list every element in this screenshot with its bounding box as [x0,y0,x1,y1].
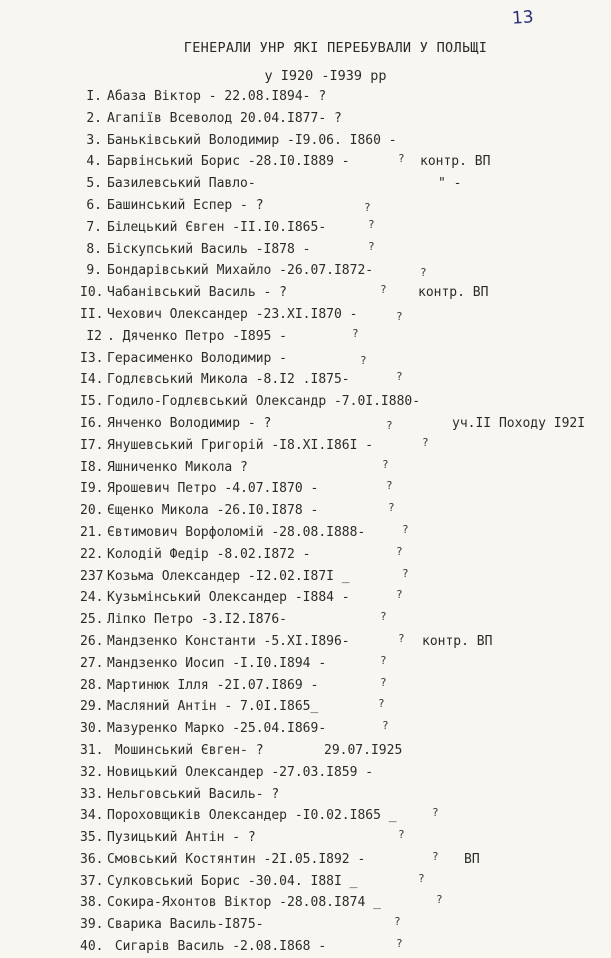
list-item: I5. Годило-Годлєвський Олександр -7.0I.I880- [80,394,421,410]
list-item: 29. Масляний Антін - 7.0I.I865_ ? [80,697,385,715]
document-subtitle: у I920 -I939 рр [264,68,387,84]
list-item: I3. Герасименко Володимир - ? [80,350,367,367]
list-item: I6. Янченко Володимир - ? ? уч.II Походу I92I [80,415,586,432]
list-item: 36. Смовський Костянтин -2I.05.I892 - ? ВП [80,849,480,867]
list-item: 4. Барвінський Борис -28.I0.I889 - ? контр. ВП [86,152,491,170]
list-item: 237 Козьма Олександер -I2.02.I87I _ ? [80,566,409,584]
list-item: 26. Мандзенко Константи -5.XI.I896- ? контр. ВП [80,631,493,649]
list-item: 27. Мандзенко Иосип -I.I0.I894 - ? [80,653,387,671]
list-item: 30. Мазуренко Марко -25.04.I869- ? [80,719,389,737]
list-item: 9. Бондарівський Михайло -26.07.I872- ? [86,263,427,280]
list-item: 28. Мартинюк Ілля -2I.07.I869 - ? [80,675,387,693]
list-item: 2. Агапіїв Всеволод 20.04.I877- ? [86,110,342,126]
list-item: I7. Янушевський Григорій -I8.XI.I86I - ? [80,435,429,453]
generals-list [80,86,610,958]
document-title: ГЕНЕРАЛИ УНР ЯКІ ПЕРЕБУВАЛИ У ПОЛЬЩІ [183,40,488,56]
list-item: 37. Сулковський Борис -30.04. I88I _ ? [80,871,425,889]
list-item: 32. Новицький Олександер -27.03.I859 - [80,764,374,780]
list-item: 34. Пороховщиків Олександер -I0.02.I865 _ ? [80,806,439,824]
list-item: II. Чехович Олександер -23.XI.I870 - ? [80,306,403,323]
list-item: 25. Ліпко Петро -3.I2.I876- ? [80,610,387,628]
list-item: I9. Ярошевич Петро -4.07.I870 - ? [80,479,393,497]
list-item: I2 . Дяченко Петро -I895 - ? [86,326,359,344]
list-item: I8. Яшниченко Микола ? ? [80,457,389,475]
list-item: I0. Чабанівський Василь - ? ? контр. ВП [80,283,489,301]
list-item: 20. Єщенко Микола -26.I0.I878 - ? [80,501,395,519]
list-item: I4. Годлєвський Микола -8.I2 .I875- ? [80,370,403,388]
list-item: 38. Сокира-Яхонтов Віктор -28.08.I874 _ ? [80,893,443,911]
list-item: 33. Нельговський Василь- ? [80,786,280,802]
list-item: 7. Білецький Євген -II.I0.I865- ? [86,217,375,235]
list-item: 40. Сигарів Василь -2.08.I868 - ? [80,937,403,955]
list-item: 3. Баньківський Володимир -I9.06. I860 - [86,132,397,148]
page-number: 13 [511,7,535,29]
list-item: 5. Базилевський Павло- " - [86,176,462,192]
list-item: 24. Кузьмінський Олександер -I884 - ? [80,588,403,606]
list-item: 35. Пузицький Антін - ? ? [80,828,405,846]
list-item: 39. Сварика Василь-I875- ? [80,915,401,933]
list-item: 21. Євтимович Ворфоломій -28.08.I888- ? [80,522,409,540]
list-item: I. Абаза Віктор - 22.08.I894- ? [86,89,327,104]
list-item: 6. Башинський Еспер - ? ? [86,197,371,214]
list-item: 8. Біскупський Василь -I878 - ? [86,239,375,257]
list-item: 22. Колодій Федір -8.02.I872 - ? [80,544,403,562]
list-item: 31. Мошинський Євген- ? 29.07.I925 [80,742,403,758]
